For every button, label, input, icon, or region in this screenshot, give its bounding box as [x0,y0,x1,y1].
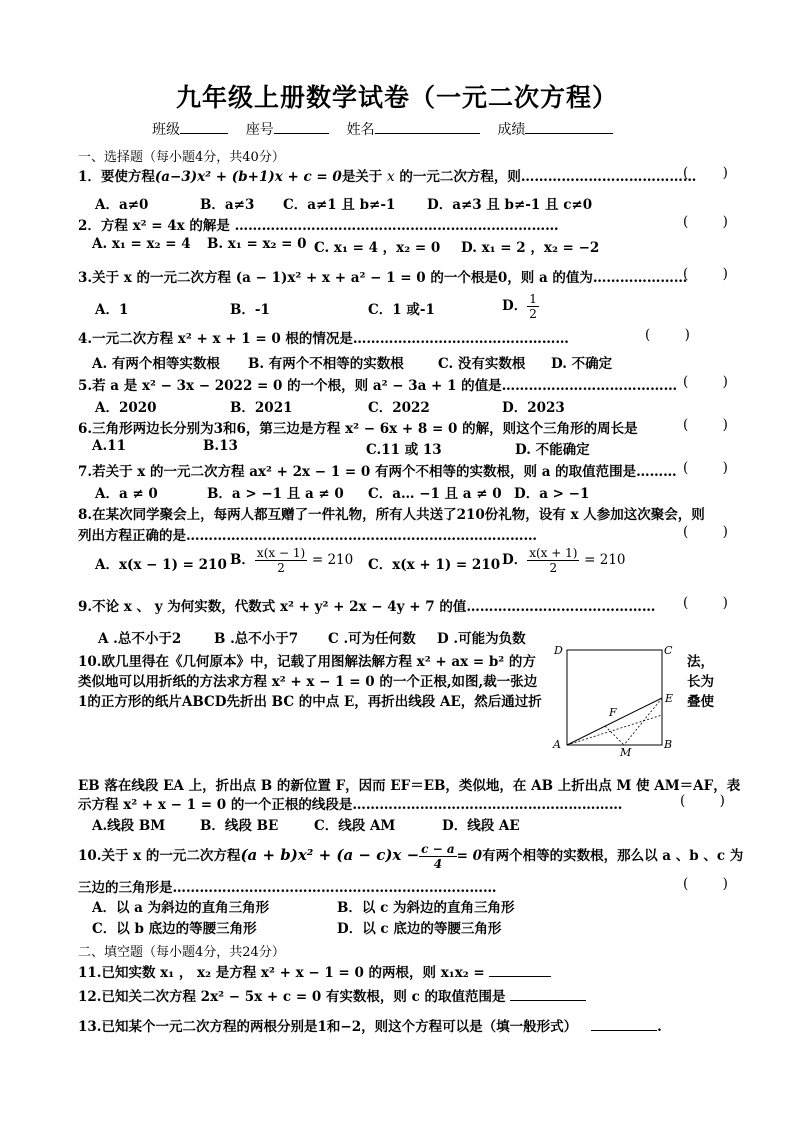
q1-equation: (a−3)x² + (b+1)x + c = 0 [154,169,342,185]
q8-option-c[interactable]: C．x(x + 1) = 210 [368,557,501,573]
q8-b-frac-top: x(x − 1) [256,546,306,560]
q6-option-c[interactable]: C.11 或 13 [366,442,442,458]
segment-af-fold [567,715,662,745]
q8-option-a[interactable]: A．x(x − 1) = 210 [95,557,227,573]
q10a-option-c[interactable]: C．线段 AM [314,818,396,834]
label-a: A [553,738,561,751]
q9-answer-paren[interactable]: ( ) [683,595,728,611]
class-label: 班级 [152,122,180,138]
q3-option-c[interactable]: C．1 或-1 [368,302,435,318]
q5-option-a[interactable]: A．2020 [95,400,157,416]
question-10a-line4: EB 落在线段 EA 上，折出点 B 的新位置 F，因而 EF＝EB，类似地，在 AB 上折出点 M 使 AM＝AF，表 [78,778,741,794]
question-1 [78,165,728,185]
label-b: B [664,738,673,751]
page-title: 九年级上册数学试卷（一元二次方程） [175,83,618,112]
q9-option-c[interactable]: C .可为任何数 [328,631,416,647]
q8-b-tail: = 210 [311,552,354,568]
question-5: 5.若 a 是 x² − 3x − 2022 = 0 的一个根，则 a² − 3a + 1 的值是………………………………… [78,378,678,394]
class-blank[interactable] [180,120,228,134]
seat-blank[interactable] [274,120,329,134]
question-10a-line1-right: 法， [687,654,714,670]
square-folding-figure [548,640,683,760]
q4-answer-paren[interactable]: ( ) [645,327,690,343]
q10b-frac-top: c − a [421,842,455,856]
q3-option-a[interactable]: A．1 [95,302,129,318]
label-e: E [665,692,674,705]
question-10a-line3-right: 叠使 [687,694,714,710]
q9-option-b[interactable]: B .总不小于7 [214,631,299,647]
section2-heading: 二、填空题（每小题4分，共24分） [78,945,285,960]
label-f: F [609,706,617,719]
q11-answer-blank[interactable] [489,963,551,977]
q10b-text-b: 有两个相等的实数根，那么以 a 、b 、c 为 [482,848,744,864]
q10b-frac-bot: 4 [433,857,443,871]
q7-option-c[interactable]: C．a… −1 且 a ≠ 0 [368,486,502,502]
score-blank[interactable] [525,120,613,134]
q10a-answer-paren[interactable]: ( ) [680,793,725,809]
name-label: 姓名 [346,122,375,138]
q3-option-d-label: D． [502,298,528,314]
score-label: 成绩 [497,122,526,138]
q8-d-frac-bot: 2 [549,561,558,575]
q4-option-c[interactable]: C. 没有实数根 [438,356,526,372]
q13-tail: . [657,1019,662,1035]
q10b-option-b[interactable]: B．以 c 为斜边的直角三角形 [337,900,515,916]
q4-option-d[interactable]: D. 不确定 [551,356,613,372]
question-6: 6.三角形两边长分别为3和6，第三边是方程 x² − 6x + 8 = 0 的解，则这个三角形的周长是 [78,421,638,437]
question-4: 4.一元二次方程 x² + x + 1 = 0 根的情况是………………………………………… [78,331,569,347]
q5-answer-paren[interactable]: ( ) [683,374,728,390]
q1-answer-paren[interactable]: ( ) [683,165,728,181]
q10a-option-b[interactable]: B．线段 BE [200,818,279,834]
q10b-option-d[interactable]: D．以 c 底边的等腰三角形 [337,921,502,937]
seat-label: 座号 [245,122,274,138]
q3-answer-paren[interactable]: ( ) [683,266,728,282]
q3-frac-bot: 2 [529,307,537,321]
q8-option-b-fraction [255,546,307,575]
q5-option-b[interactable]: B．2021 [230,400,293,416]
q3-option-d[interactable] [502,292,539,321]
q11-text: 11.已知实数 x₁ ， x₂ 是方程 x² + x − 1 = 0 的两根，则 x₁x₂ = [78,965,485,981]
q10b-answer-paren[interactable]: ( ) [683,876,728,892]
q13-text: 13.已知某个一元二次方程的两根分别是1和−2，则这个方程可以是（填一般形式） [78,1019,578,1035]
q6-answer-paren[interactable]: ( ) [683,417,728,433]
q2-option-c[interactable]: C. x₁ = 4 ，x₂ = 0 [314,240,441,256]
q10b-fraction [419,842,457,871]
q10b-equation: (a + b)x² + (a − c)x − [240,846,420,864]
q4-option-b[interactable]: B. 有两个不相等的实数根 [248,356,404,372]
q1-option-c[interactable]: C．a≠1 且 b≠-1 [283,197,396,213]
question-10a-line5: 示方程 x² + x − 1 = 0 的一个正根的线段是…………………………………………………… [78,797,623,813]
q2-option-a[interactable]: A. x₁ = x₂ = 4 [92,236,191,252]
q10b-equation-tail: = 0 [456,848,483,864]
q6-option-d[interactable]: D. 不能确定 [515,442,590,458]
q7-option-b[interactable]: B．a > −1 且 a ≠ 0 [207,486,344,502]
q10b-text: 10.关于 x 的一元二次方程 [78,848,241,864]
segment-em [624,698,662,745]
q1-option-d[interactable]: D．a≠3 且 b≠-1 且 c≠0 [427,197,593,213]
q6-option-b[interactable]: B.13 [203,438,238,454]
q1-text-b: 是关于 [341,169,383,185]
q7-option-a[interactable]: A．a ≠ 0 [95,486,158,502]
q13-answer-blank[interactable] [591,1017,657,1031]
segment-fm [605,726,624,745]
student-info-row [152,119,613,139]
q8-option-d-label: D． [502,552,528,568]
q10a-option-a[interactable]: A.线段 BM [92,818,166,834]
question-11 [78,961,728,981]
q2-option-d[interactable]: D. x₁ = 2 ，x₂ = −2 [461,240,600,256]
question-2: 2．方程 x² = 4x 的解是 ……………………………………………………………… [78,218,559,234]
section1-heading: 一、选择题（每小题4分，共40分） [78,150,285,165]
q5-option-c[interactable]: C．2022 [368,400,430,416]
q9-option-a[interactable]: A .总不小于2 [98,631,182,647]
label-m: M [620,746,632,759]
q3-frac-top: 1 [529,292,537,306]
q7-answer-paren[interactable]: ( ) [683,460,728,476]
question-13 [78,1015,728,1035]
q4-option-a[interactable]: A. 有两个相等实数根 [92,356,220,372]
q5-option-d[interactable]: D．2023 [502,400,565,416]
q8-answer-paren[interactable]: ( ) [683,524,728,540]
question-10a-line2-right: 长为 [687,674,714,690]
q1-text-c: 的一元二次方程，则………………………………… [399,169,697,185]
q12-text: 12.已知关二次方程 2x² − 5x + c = 0 有实数根，则 c 的取值范围是 [78,989,506,1005]
q10b-option-c[interactable]: C．以 b 底边的等腰三角形 [92,921,257,937]
q1-text: 1．要使方程 [78,169,155,185]
q1-option-b[interactable]: B．a≠3 [200,197,255,213]
question-7: 7.若关于 x 的一元二次方程 ax² + 2x − 1 = 0 有两个不相等的实数根，则 a 的取值范围是……… [78,464,677,480]
q7-option-d[interactable]: D．a > −1 [514,486,590,502]
q8-d-tail: = 210 [584,552,626,568]
q8-d-frac-top: x(x + 1) [529,546,578,560]
q6-option-a[interactable]: A.11 [92,438,126,454]
square-abcd [567,650,662,745]
question-10b-line2: 三边的三角形是……………………………………………………………… [78,880,497,896]
question-12 [78,985,728,1005]
q8-b-frac-bot: 2 [277,561,285,575]
question-10a-line2: 类似地可以用折纸的方法求方程 x² + x − 1 = 0 的一个正根,如图,裁一张边 [78,674,538,690]
q3-option-b[interactable]: B．-1 [230,302,270,318]
question-8-line2: 列出方程正确的是…………………………………………………………………… [78,528,537,544]
question-9: 9.不论 x 、 y 为何实数，代数式 x² + y² + 2x − 4y + 7 的值…………………………………… [78,599,656,615]
question-10b [78,842,744,871]
q10b-option-a[interactable]: A．以 a 为斜边的直角三角形 [92,900,270,916]
q8-option-b-label: B． [230,552,255,568]
q1-option-a[interactable]: A．a≠0 [95,197,149,213]
q12-answer-blank[interactable] [510,987,586,1001]
question-10a-line1: 10.欧几里得在《几何原本》中，记载了用图解法解方程 x² + ax = b² 的方 [78,654,536,670]
q2-answer-paren[interactable]: ( ) [683,214,728,230]
q1-var: x [387,169,395,185]
q3-option-d-fraction [527,292,539,321]
name-blank[interactable] [375,120,480,134]
q9-option-d[interactable]: D .可能为负数 [437,631,526,647]
q8-option-b[interactable] [230,546,353,575]
label-c: C [664,644,673,657]
q8-option-d[interactable] [502,546,626,575]
q8-option-d-fraction [527,546,579,575]
q2-option-b[interactable]: B. x₁ = x₂ = 0 [207,236,307,252]
question-10a-line3: 1的正方形的纸片ABCD先折出 BC 的中点 E，再折出线段 AE，然后通过折 [78,694,542,710]
q10a-option-d[interactable]: D．线段 AE [442,818,520,834]
question-3: 3.关于 x 的一元二次方程 (a − 1)x² + x + a² − 1 = 0 的一个根是0，则 a 的值为………………… [78,270,688,286]
question-8-line1: 8.在某次同学聚会上，每两人都互赠了一件礼物，所有人共送了210份礼物，设有 x 人参加这次聚会，则 [78,507,705,523]
label-d: D [554,644,563,657]
